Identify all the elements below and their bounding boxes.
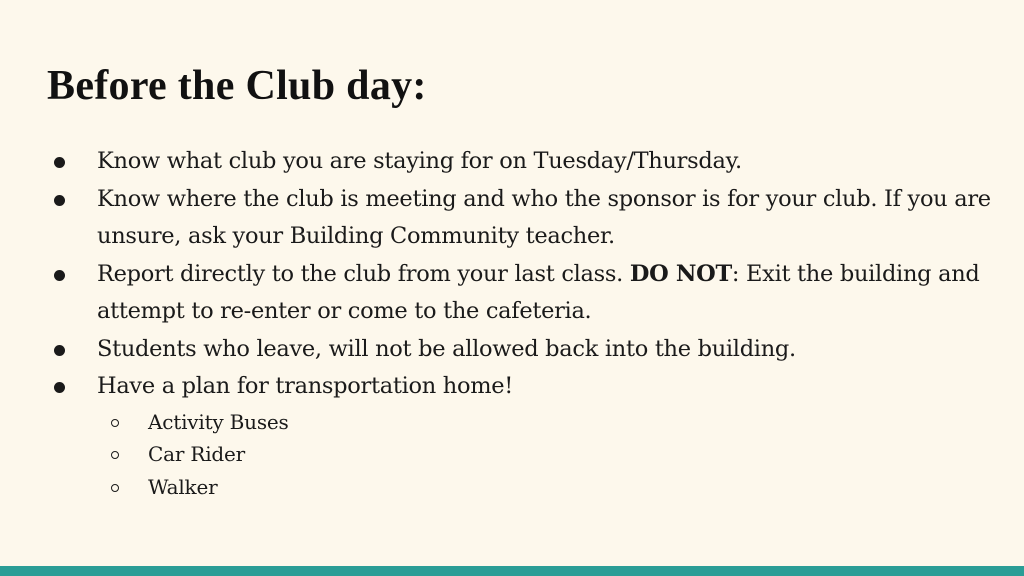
bullet-text: Have a plan for transportation home! — [97, 373, 513, 399]
bullet-text: Report directly to the club from your last class. — [97, 260, 630, 287]
sub-bullet-text: Walker — [148, 474, 218, 499]
sub-bullet-list — [97, 406, 992, 504]
slide-title: Before the Club day: — [47, 63, 427, 109]
bullet-item — [52, 331, 992, 369]
sub-bullet-item — [97, 438, 992, 471]
bullet-item — [52, 143, 992, 181]
bullet-text: Know what club you are staying for on Tuesday/Thursday. — [97, 148, 742, 174]
sub-bullet-text: Activity Buses — [148, 409, 289, 434]
bullet-text: : Exit the building and attempt to re-enter or come to the cafeteria. — [97, 260, 980, 324]
sub-bullet-item — [97, 471, 992, 504]
bullet-dot-icon — [54, 195, 65, 206]
bullet-item — [52, 368, 992, 503]
hollow-circle-icon — [111, 451, 119, 459]
bullet-item — [52, 181, 992, 256]
bullet-text: Students who leave, will not be allowed back into the building. — [97, 335, 796, 362]
hollow-circle-icon — [111, 484, 119, 492]
emphasis-text: DO NOT — [629, 260, 732, 287]
bullet-dot-icon — [54, 382, 65, 393]
bullet-list — [52, 143, 992, 503]
bullet-item — [52, 256, 992, 331]
bullet-dot-icon — [54, 345, 65, 356]
bullet-dot-icon — [54, 157, 65, 168]
hollow-circle-icon — [111, 419, 119, 427]
footer-accent-bar — [0, 566, 1024, 576]
bullet-dot-icon — [54, 270, 65, 281]
sub-bullet-item — [97, 406, 992, 439]
bullet-text: Know where the club is meeting and who the sponsor is for your club. If you are unsure, ask your Building Community teacher. — [97, 185, 991, 249]
sub-bullet-text: Car Rider — [148, 442, 245, 466]
